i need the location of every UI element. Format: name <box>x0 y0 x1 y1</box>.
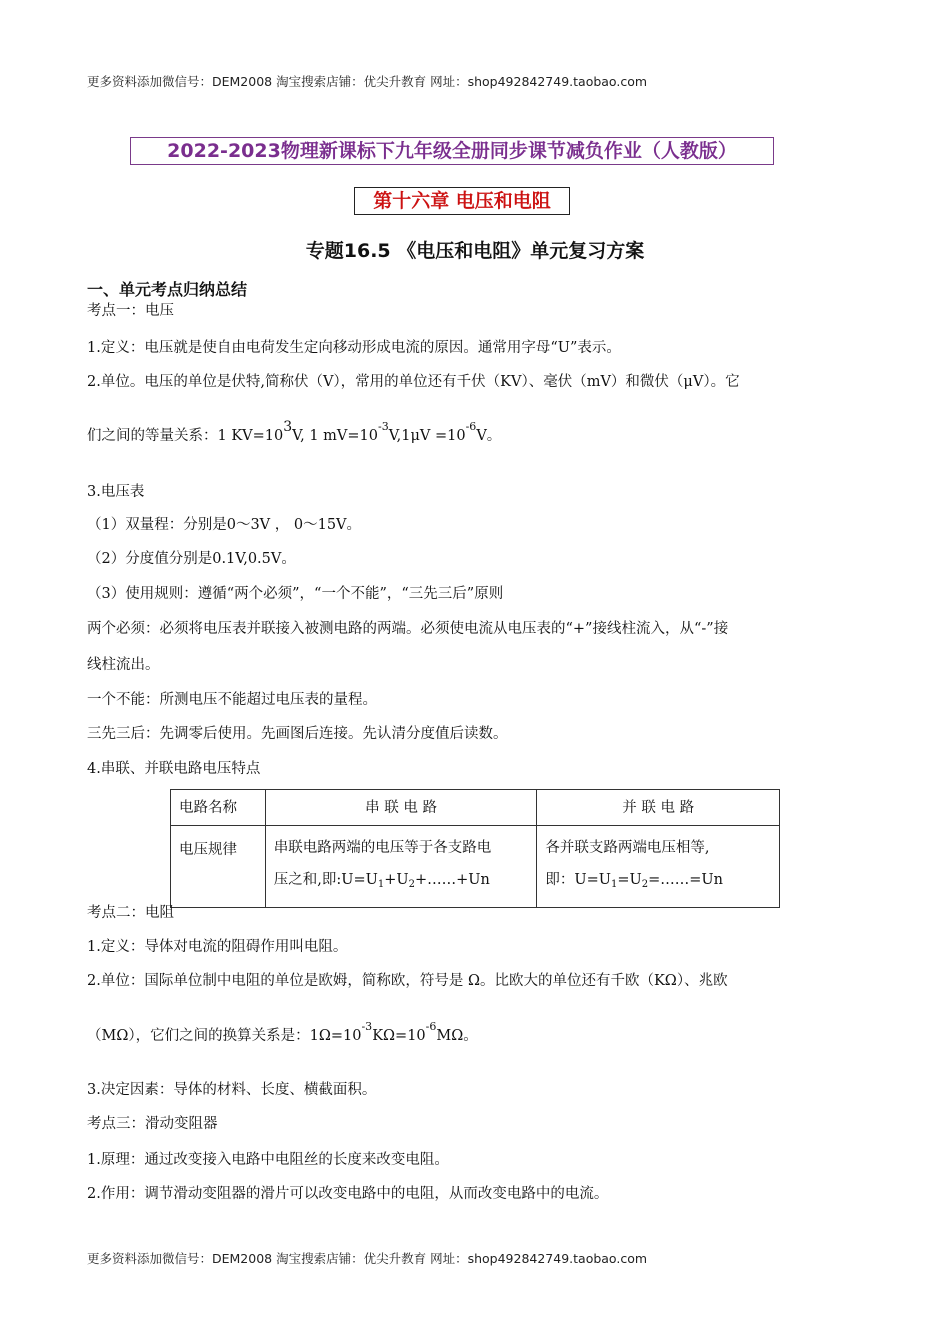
voltmeter-heading: 3.电压表 <box>87 484 145 500</box>
table-cell: 电压规律 <box>171 826 266 908</box>
voltmeter-division: （2）分度值分别是0.1V,0.5V。 <box>87 551 296 567</box>
rheostat-principle: 1.原理：通过改变接入电路中电阻丝的长度来改变电阻。 <box>87 1152 449 1168</box>
two-musts-line-1: 两个必须：必须将电压表并联接入被测电路的两端。必须使电流从电压表的“+”接线柱流入，从“-”接 <box>87 621 729 637</box>
voltage-unit-line-2: 们之间的等量关系：1 KV=103V, 1 $mV=10^{-3}V,1\mu V =10^{-6}V$。 <box>87 419 502 444</box>
kaodian-3: 考点三：滑动变阻器 <box>87 1116 218 1132</box>
voltage-comparison-table <box>170 789 780 908</box>
page-footer: 更多资料添加微信号：DEM2008 淘宝搜索店铺：优尖升教育 网址：shop492842749.taobao.com <box>87 1251 648 1266</box>
rheostat-function: 2.作用：调节滑动变阻器的滑片可以改变电路中的电阻，从而改变电路中的电流。 <box>87 1186 609 1202</box>
kaodian-1: 考点一：电压 <box>87 303 174 319</box>
section-heading: 一、单元考点归纳总结 <box>87 280 248 299</box>
table-row <box>171 826 780 908</box>
three-first-three-after: 三先三后：先调零后使用。先画图后连接。先认清分度值后读数。 <box>87 726 508 742</box>
table-cell: 串联电路两端的电压等于各支路电 压之和,即$:U=U_1+U_2+\dots\dots+Un$ <box>265 826 537 908</box>
table-row <box>171 790 780 826</box>
resistance-unit-line-1: 2.单位：国际单位制中电阻的单位是欧姆，简称欧，符号是 Ω。比欧大的单位还有千欧（KΩ）、兆欧 <box>87 973 728 989</box>
resistance-factors: 3.决定因素：导体的材料、长度、横截面积。 <box>87 1082 377 1098</box>
page-header: 更多资料添加微信号：DEM2008 淘宝搜索店铺：优尖升教育 网址：shop492842749.taobao.com <box>87 74 648 89</box>
topic-title: 专题16.5 《电压和电阻》单元复习方案 <box>305 240 645 262</box>
chapter-title: 第十六章 电压和电阻 <box>354 187 570 215</box>
voltage-definition: 1.定义：电压就是使自由电荷发生定向移动形成电流的原因。通常用字母“U”表示。 <box>87 340 621 356</box>
one-cannot: 一个不能：所测电压不能超过电压表的量程。 <box>87 692 377 708</box>
voltmeter-range: （1）双量程：分别是0～3V ， 0～15V。 <box>87 517 362 533</box>
table-header-cell: 串 联 电 路 <box>265 790 537 826</box>
voltmeter-rules: （3）使用规则：遵循“两个必须”，“一个不能”，“三先三后”原则 <box>87 586 504 602</box>
voltage-unit-line-1: 2.单位。电压的单位是伏特,简称伏（V），常用的单位还有千伏（KV）、毫伏（mV）和微伏（μV）。它 <box>87 374 740 390</box>
document-title: 2022-2023物理新课标下九年级全册同步课节减负作业（人教版） <box>130 137 774 165</box>
resistance-unit-line-2: （MΩ），它们之间的换算关系是：$1\Omega=10^{-3}K\Omega=10^{-6}M\Omega$。 <box>87 1020 478 1044</box>
resistance-definition: 1.定义：导体对电流的阻碍作用叫电阻。 <box>87 939 348 955</box>
two-musts-line-2: 线柱流出。 <box>87 657 160 673</box>
table-header-cell: 电路名称 <box>171 790 266 826</box>
table-cell: 各并联支路两端电压相等, 即：$U=U_1=U_2=\dots\dots=Un$ <box>537 826 780 908</box>
kaodian-2: 考点二：电阻 <box>87 905 174 921</box>
table-header-cell: 并 联 电 路 <box>537 790 780 826</box>
series-parallel-heading: 4.串联、并联电路电压特点 <box>87 761 261 777</box>
